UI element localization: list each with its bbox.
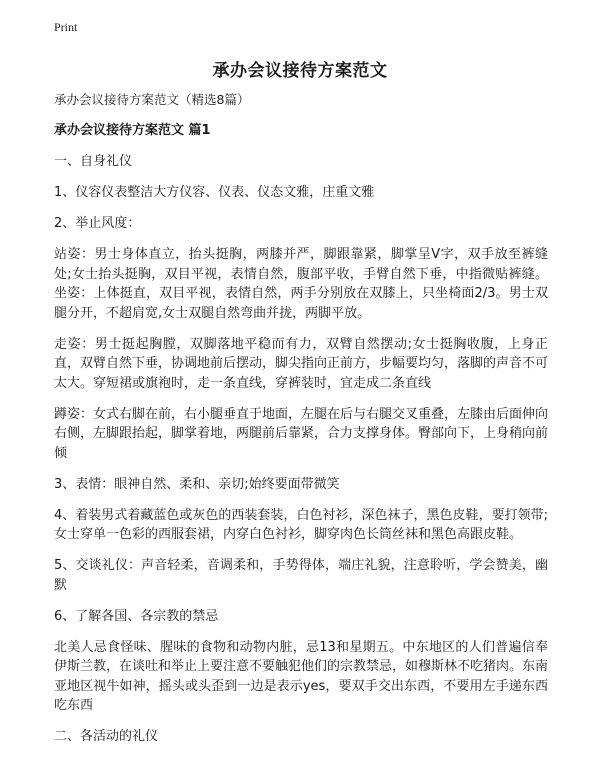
paragraph-squatting: 蹲姿：女式右脚在前，右小腿垂直于地面，左腿在后与右腿交叉重叠，左膝由后面伸向右侧，左脚跟抬起，脚掌着地，两腿前后靠紧，合力支撑身体。臀部向下，上身稍向前倾: [54, 406, 549, 461]
section-heading-activities: 二、各活动的礼仪: [54, 729, 159, 744]
page-title: 承办会议接待方案范文: [212, 61, 388, 81]
paragraph-taboos: 北美人忌食怪味、腥味的食物和动物内脏，忌13和星期五。中东地区的人们普遍信奉伊斯兰教，在谈吐和举止上要注意不要触犯他们的宗教禁忌，如穆斯林不吃猪肉。东南亚地区视牛如神，摇头或头歪到一边是表示yes，要双手交出东西，不要用左手递东西吃东西: [54, 639, 549, 713]
paragraph-walking: 走姿：男士挺起胸膛，双脚落地平稳而有力，双臂自然摆动;女士挺胸收腹，上身正直，双臂自然下垂，协调地前后摆动，脚尖指向正前方，步幅要均匀，落脚的声音不可太大。穿短裙或旗袍时，走一条直线，穿裤装时，宜走成二条直线: [54, 336, 549, 391]
paragraph-conversation: 5、交谈礼仪：声音轻柔，音调柔和，手势得体，端庄礼貌，注意聆听，学会赞美，幽默: [54, 558, 548, 593]
print-link[interactable]: Print: [54, 20, 78, 34]
paragraph-expression: 3、表情：眼神自然、柔和、亲切;始终要面带微笑: [54, 476, 340, 492]
paragraph-manner: 2、举止风度：: [54, 216, 141, 231]
section-heading-etiquette: 一、自身礼仪: [54, 154, 133, 169]
paragraph-appearance: 1、仪容仪表整洁大方仪容、仪表、仪态文雅，庄重文雅: [54, 185, 375, 200]
paragraph-attire: 4、着装男式着藏蓝色或灰色的西装套装，白色衬衫，深色袜子，黑色皮鞋，要打领带;女士穿单一色彩的西服套裙，内穿白色衬衫，脚穿肉色长筒丝袜和黑色高跟皮鞋。: [54, 507, 548, 542]
paragraph-standing-sitting: 站姿：男士身体直立，抬头挺胸，两膝并严，脚跟靠紧，脚掌呈V字，双手放至裤缝处;女士抬头挺胸，双目平视，表情自然，腹部平收，手臂自然下垂，中指微贴裤缝。坐姿：上体挺直，双目平视，表情自然，两手分别放在双膝上，只坐椅面2/3。男士双腿分开，不超肩宽,女士双腿自然弯曲并拢，两脚平放。: [54, 247, 548, 321]
document-body: [54, 90, 548, 758]
document-subtitle: 承办会议接待方案范文（精选8篇）: [54, 92, 250, 107]
article-heading: 承办会议接待方案范文 篇1: [54, 123, 211, 138]
paragraph-taboos-heading: 6、了解各国、各宗教的禁忌: [54, 608, 219, 624]
